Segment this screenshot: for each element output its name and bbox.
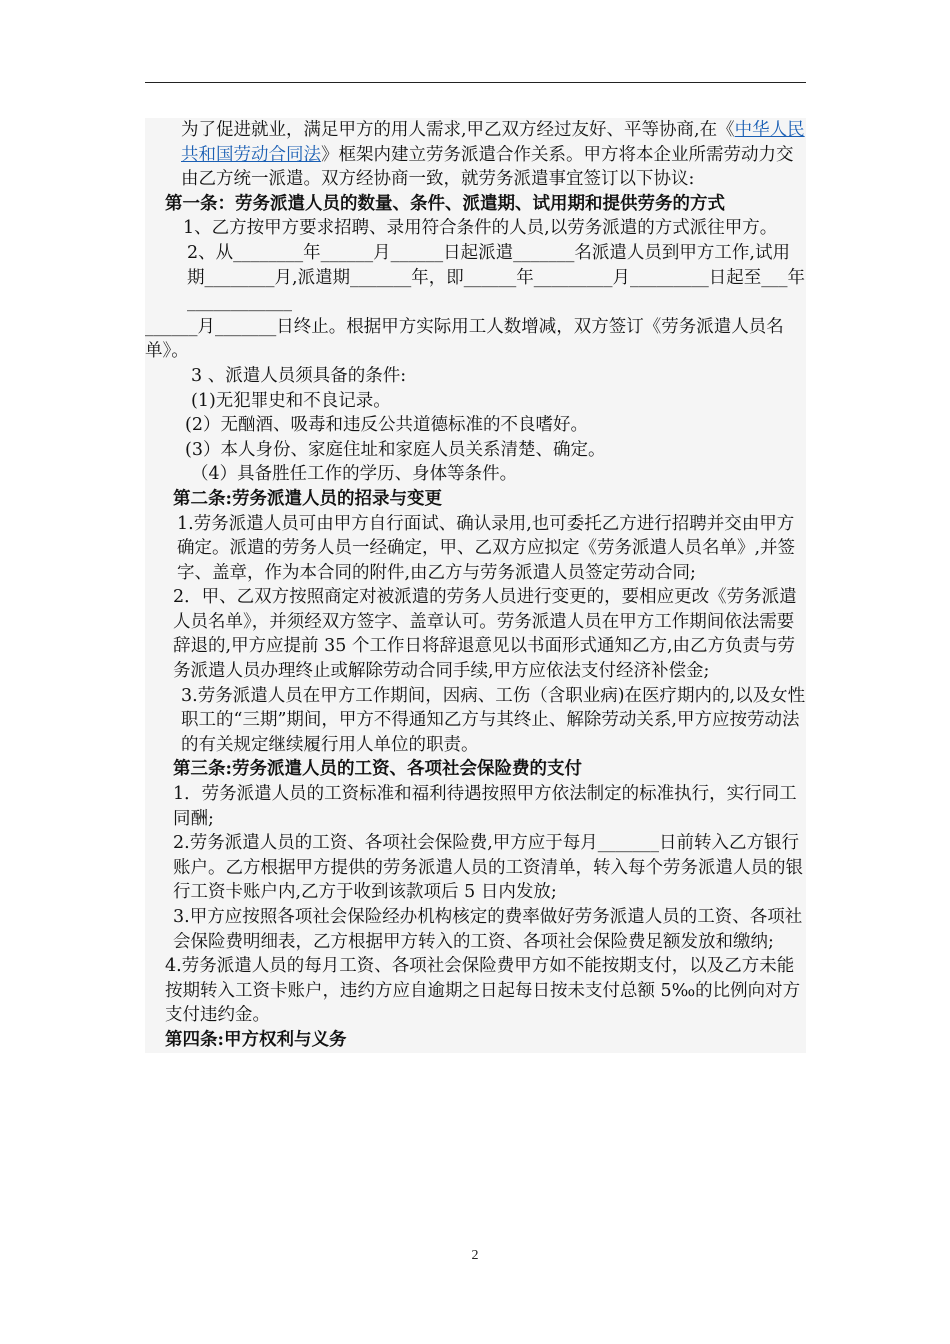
- article-1-para-2: 2、从________年______月______日起派遣_______名派遣人员到甲方工作,试用期________月,派遣期_______年，即______年_________月_________日起至___年____________: [187, 242, 806, 313]
- article-2-para-2: 2．甲、乙双方按照商定对被派遣的劳务人员进行变更的，要相应更改《劳务派遣人员名单》，并须经双方签字、盖章认可。劳务派遣人员在甲方工作期间依法需要辞退的,甲方应提前 35 个工作日将辞退意见以书面形式通知乙方,由乙方负责与劳务派遣人员办理终止或解除劳动合同手续,甲方应依法支付经济补偿金;: [173, 587, 797, 682]
- condition-2: (2）无酗酒、吸毒和违反公共道德标准的不良嗜好。: [185, 415, 588, 436]
- header-rule: [145, 82, 806, 83]
- article-4-heading: 第四条:甲方权利与义务: [165, 1029, 347, 1050]
- article-2-heading: 第二条:劳务派遣人员的招录与变更: [173, 488, 442, 509]
- article-1-para-3: 3 、派遣人员须具备的条件:: [191, 365, 407, 386]
- intro-text-end: 》框架内建立劳务派遣合作关系。甲方将本企业所需劳动力交由乙方统一派遣。双方经协商一致，就劳务派遣事宜签订以下协议:: [181, 144, 794, 190]
- article-1-para-1: 1、乙方按甲方要求招聘、录用符合条件的人员,以劳务派遣的方式派往甲方。: [183, 218, 778, 239]
- article-3-heading: 第三条:劳务派遣人员的工资、各项社会保险费的支付: [173, 759, 582, 780]
- labor-contract-law-link[interactable]: 中华人民共和国劳动合同法: [181, 120, 805, 165]
- intro-text-start: 为了促进就业，满足甲方的用人需求,甲乙双方经过友好、平等协商,在《: [181, 120, 735, 140]
- article-2-para-3: 3.劳务派遣人员在甲方工作期间，因病、工伤（含职业病)在医疗期内的,以及女性职工的“三期”期间，甲方不得通知乙方与其终止、解除劳动关系,甲方应按劳动法的有关规定继续履行用人单位的职责。: [181, 685, 806, 755]
- document-body: [145, 118, 806, 1053]
- article-3-para-4: 4.劳务派遣人员的每月工资、各项社会保险费甲方如不能按期支付，以及乙方未能按期转入工资卡账户，违约方应自逾期之日起每日按未支付总额 5‰的比例向对方支付违约金。: [165, 956, 801, 1026]
- article-3-para-3: 3.甲方应按照各项社会保险经办机构核定的费率做好劳务派遣人员的工资、各项社会保险费明细表，乙方根据甲方转入的工资、各项社会保险费足额发放和缴纳;: [173, 907, 803, 952]
- article-1-heading: 第一条：劳务派遣人员的数量、条件、派遣期、试用期和提供劳务的方式: [165, 193, 725, 214]
- condition-4: （4）具备胜任工作的学历、身体等条件。: [191, 464, 518, 485]
- condition-1: (1)无犯罪史和不良记录。: [191, 390, 391, 411]
- article-3-para-2: 2.劳务派遣人员的工资、各项社会保险费,甲方应于每月_______日前转入乙方银行账户。乙方根据甲方提供的劳务派遣人员的工资清单，转入每个劳务派遣人员的银行工资卡账户内,乙方于收到该款项后 5 日内发放;: [173, 833, 803, 903]
- intro-paragraph: [145, 118, 806, 192]
- article-2-para-1: 1.劳务派遣人员可由甲方自行面试、确认录用,也可委托乙方进行招聘并交由甲方确定。派遣的劳务人员一经确定，甲、乙双方应拟定《劳务派遣人员名单》,并签字、盖章，作为本合同的附件,由乙方与劳务派遣人员签定劳动合同;: [177, 513, 796, 583]
- condition-3: (3）本人身份、家庭住址和家庭人员关系清楚、确定。: [185, 439, 606, 460]
- article-1-para-2-cont: ______月_______日终止。根据甲方实际用工人数增减，双方签订《劳务派遣人员名单》。: [145, 316, 784, 362]
- page-number: 2: [471, 1248, 479, 1263]
- article-3-para-1: 1．劳务派遣人员的工资标准和福利待遇按照甲方依法制定的标准执行，实行同工同酬;: [173, 784, 797, 829]
